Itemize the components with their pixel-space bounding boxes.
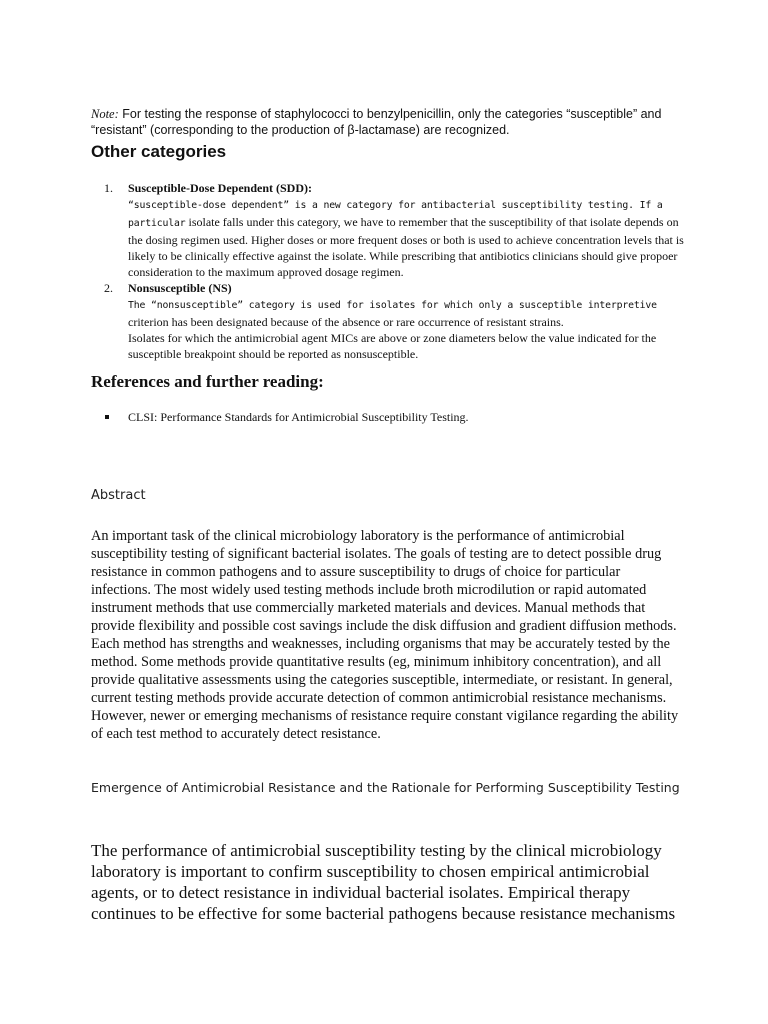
category-item-sdd <box>91 180 691 280</box>
category-text: criterion has been designated because of the absence or rare occurrence of resistant strains. <box>128 315 564 329</box>
categories-list <box>91 180 691 362</box>
square-bullet-icon <box>105 415 109 419</box>
note-paragraph <box>91 106 691 139</box>
abstract-body: An important task of the clinical microbiology laboratory is the performance of antimicrobial susceptibility testing of significant bacterial isolates. The goals of testing are to detect possible drug resistance in common pathogens and to assure susceptibility to drugs of choice for particular infections. The most widely used testing methods include broth microdilution or rapid automated instrument methods that use commercially marketed materials and devices. Manual methods that provide flexibility and possible cost savings include the disk diffusion and gradient diffusion methods. Each method has strengths and weaknesses, including organisms that may be accurately tested by the method. Some methods provide quantitative results (eg, minimum inhibitory concentration), and all provide qualitative assessments using the categories susceptible, intermediate, or resistant. In general, current testing methods provide accurate detection of common antimicrobial resistance mechanisms. However, newer or emerging mechanisms of resistance require constant vigilance regarding the ability of each test method to accurately detect resistance. <box>91 528 679 742</box>
other-categories-heading: Other categories <box>91 142 227 161</box>
reference-text: CLSI: Performance Standards for Antimicrobial Susceptibility Testing. <box>128 410 469 424</box>
category-description <box>128 196 691 280</box>
reference-item <box>91 409 691 425</box>
category-intro: The “nonsusceptible” category is used for isolates for which only a susceptible interpretive <box>128 300 657 311</box>
emergence-heading: Emergence of Antimicrobial Resistance and the Rationale for Performing Susceptibility Testing <box>91 780 680 795</box>
list-number: 2. <box>104 281 113 295</box>
category-description <box>128 296 691 330</box>
category-description-2: Isolates for which the antimicrobial agent MICs are above or zone diameters below the value indicated for the susceptible breakpoint should be reported as nonsusceptible. <box>128 331 657 361</box>
category-intro: “susceptible-dose dependent” is a new category for antibacterial susceptibility testing. If a particular <box>128 200 663 229</box>
references-heading: References and further reading: <box>91 372 324 391</box>
references-list <box>91 409 691 425</box>
emergence-body: The performance of antimicrobial susceptibility testing by the clinical microbiology laboratory is important to confirm susceptibility to chosen empirical antimicrobial agents, or to detect resistance in individual bacterial isolates. Empirical therapy continues to be effective for some bacterial pathogens because resistance mechanisms <box>91 841 676 923</box>
category-title: Nonsusceptible (NS) <box>128 281 232 295</box>
category-title: Susceptible-Dose Dependent (SDD): <box>128 181 312 195</box>
list-number: 1. <box>104 181 113 195</box>
category-item-ns <box>91 280 691 362</box>
note-label: Note: <box>91 106 119 121</box>
category-text: isolate falls under this category, we have to remember that the susceptibility of that isolate depends on the dosing regimen used. Higher doses or more frequent doses or both is used to achieve concentration levels that is likely to be clinically effective against the isolate. While prescribing that antibiotics clinicians should give propoer consideration to the maximum approved dosage regimen. <box>128 215 684 279</box>
note-text: For testing the response of staphylococci to benzylpenicillin, only the categories “susceptible” and “resistant” (corresponding to the production of β-lactamase) are recognized. <box>91 106 662 137</box>
abstract-heading: Abstract <box>91 488 146 503</box>
